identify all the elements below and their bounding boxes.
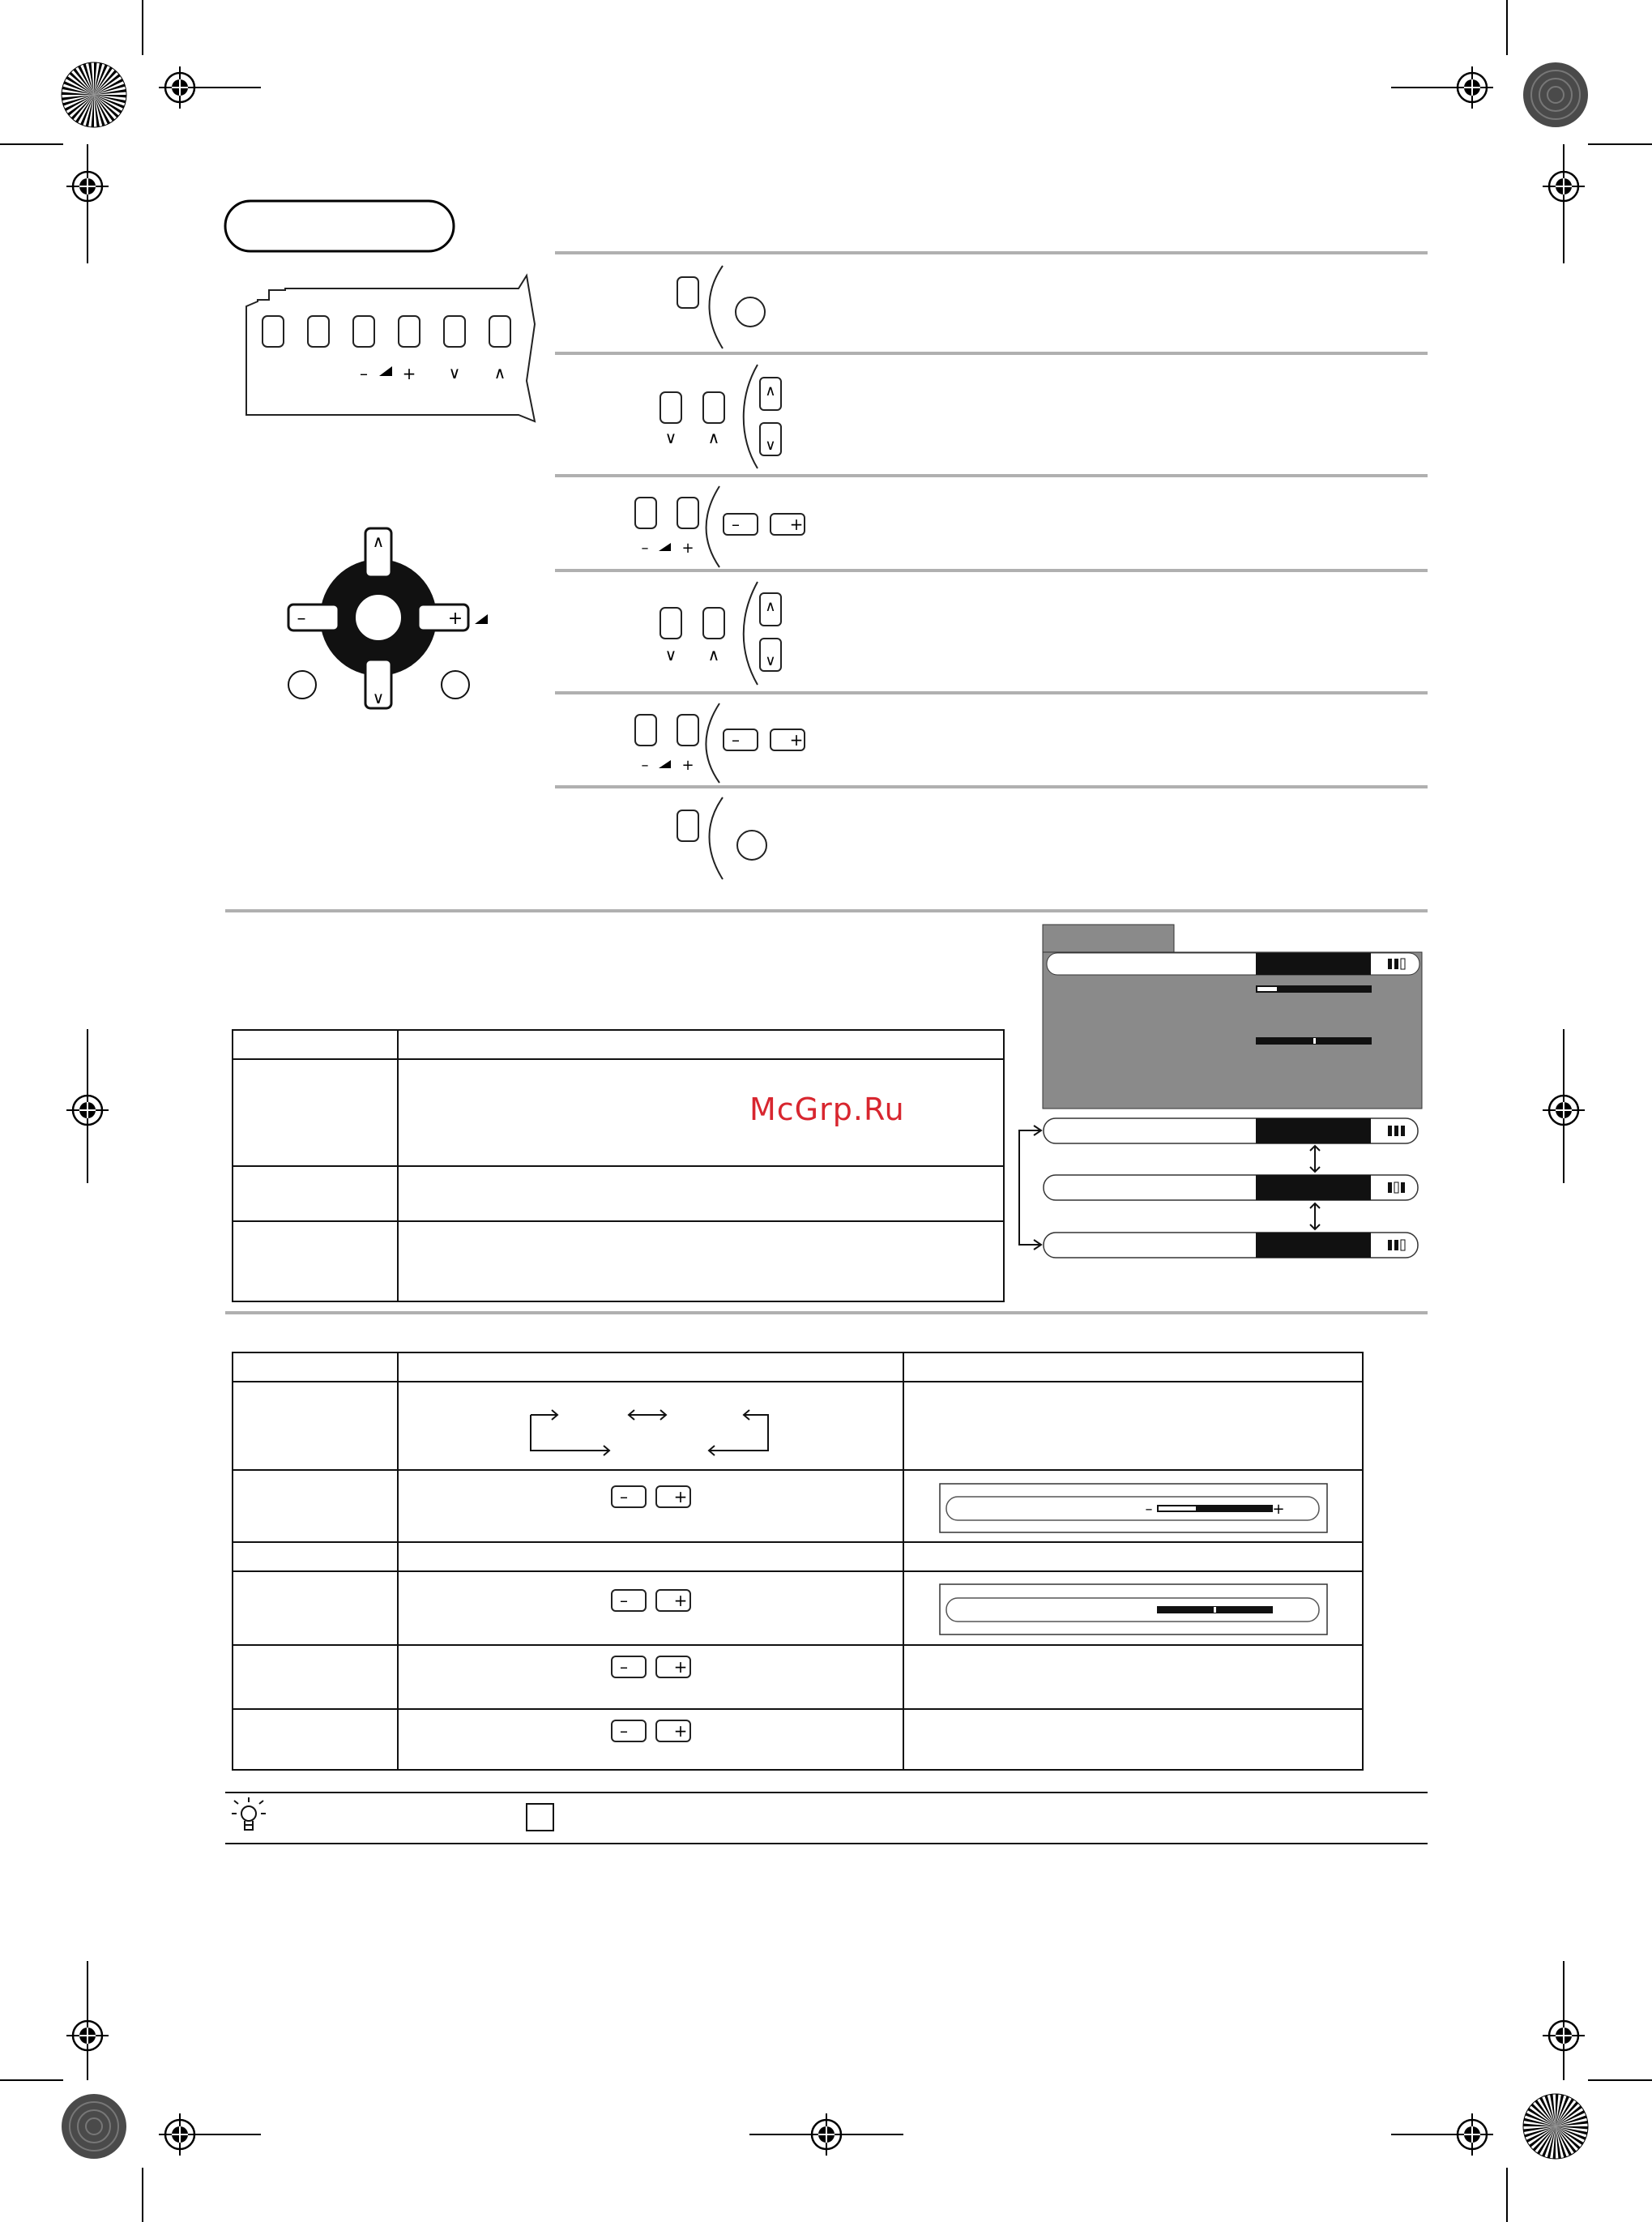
cycle-loop-line (1019, 1130, 1041, 1245)
key-pair-row-6 (612, 1720, 690, 1741)
target-disc-icon (1523, 62, 1588, 127)
volume-ramp-icon (659, 760, 671, 768)
osd-slider-example-1 (940, 1484, 1327, 1532)
reg-mark-icon (1451, 66, 1493, 109)
section-title-pill (225, 201, 454, 251)
minus-key[interactable] (288, 605, 339, 630)
osd-slider-example-2 (940, 1584, 1327, 1634)
volume-ramp-icon (659, 543, 671, 551)
step-row-2 (660, 365, 781, 468)
mode-cycle-arrows (531, 1410, 768, 1455)
svg-text:+: + (789, 730, 804, 750)
svg-text:–: – (641, 757, 649, 774)
key-pair-row-5 (612, 1656, 690, 1677)
reg-mark-icon (159, 66, 201, 109)
target-disc-icon (62, 2094, 126, 2159)
svg-text:∧: ∧ (707, 645, 720, 664)
menu-tab (1043, 925, 1174, 953)
svg-text:–: – (620, 1487, 628, 1506)
remote-dpad (288, 528, 488, 708)
svg-text:∨: ∨ (765, 652, 776, 669)
right-round-button[interactable] (442, 671, 469, 699)
svg-text:+: + (673, 1487, 688, 1506)
cycle-row-1 (1044, 1118, 1418, 1143)
reg-mark-icon (805, 2113, 847, 2156)
svg-text:–: – (620, 1591, 628, 1610)
svg-text:+: + (673, 1721, 688, 1741)
svg-text:∧: ∧ (765, 382, 776, 400)
panel-down-label: ∨ (448, 363, 461, 382)
svg-text:–: – (297, 609, 306, 629)
svg-text:∧: ∧ (707, 428, 720, 447)
svg-text:∧: ∧ (372, 532, 385, 551)
starburst-icon (62, 62, 126, 127)
svg-text:+: + (681, 540, 694, 557)
osd-menu (1043, 925, 1422, 1109)
osd-cycle (1019, 1118, 1418, 1258)
step-row-4 (660, 582, 781, 685)
reg-mark-icon (159, 2113, 201, 2156)
svg-text:+: + (447, 609, 463, 629)
reg-mark-icon (66, 2015, 109, 2057)
key-pair-row-2 (612, 1486, 690, 1507)
reg-mark-icon (1543, 1089, 1585, 1131)
ok-button[interactable] (354, 593, 403, 642)
step-row-6 (677, 797, 766, 879)
tv-front-panel (246, 276, 535, 421)
cycle-row-2 (1044, 1175, 1418, 1200)
svg-text:∧: ∧ (765, 598, 776, 615)
reg-mark-icon (66, 165, 109, 207)
panel-minus-label: – (360, 364, 368, 383)
table-1 (233, 1030, 1004, 1301)
svg-text:∨: ∨ (664, 645, 677, 664)
svg-text:+: + (673, 1591, 688, 1610)
svg-text:+: + (1272, 1501, 1285, 1518)
left-round-button[interactable] (288, 671, 316, 699)
cycle-row-3 (1044, 1233, 1418, 1258)
step-row-5 (635, 703, 805, 783)
svg-text:∨: ∨ (372, 688, 385, 707)
lightbulb-tip-icon (232, 1797, 266, 1830)
svg-text:–: – (732, 515, 740, 534)
panel-up-label: ∧ (493, 363, 506, 382)
reg-mark-icon (1451, 2113, 1493, 2156)
watermark-text: McGrp.Ru (749, 1092, 905, 1127)
key-pair-row-4 (612, 1590, 690, 1611)
svg-text:–: – (732, 730, 740, 750)
reg-mark-icon (66, 1089, 109, 1131)
svg-text:+: + (681, 757, 694, 774)
svg-text:–: – (620, 1657, 628, 1677)
svg-text:–: – (620, 1721, 628, 1741)
volume-ramp-icon (475, 614, 488, 624)
step-row-3 (635, 486, 805, 567)
reg-mark-icon (1543, 165, 1585, 207)
panel-plus-label: + (402, 364, 416, 383)
svg-text:–: – (1145, 1501, 1153, 1518)
svg-text:+: + (673, 1657, 688, 1677)
reg-mark-icon (1543, 2015, 1585, 2057)
svg-text:∨: ∨ (765, 437, 776, 454)
svg-text:–: – (641, 540, 649, 557)
starburst-icon (1523, 2094, 1588, 2159)
step-row-1 (677, 266, 765, 348)
svg-text:∨: ∨ (664, 428, 677, 447)
table-2 (233, 1352, 1363, 1770)
tip-button-box (527, 1804, 553, 1831)
svg-text:+: + (789, 515, 804, 534)
